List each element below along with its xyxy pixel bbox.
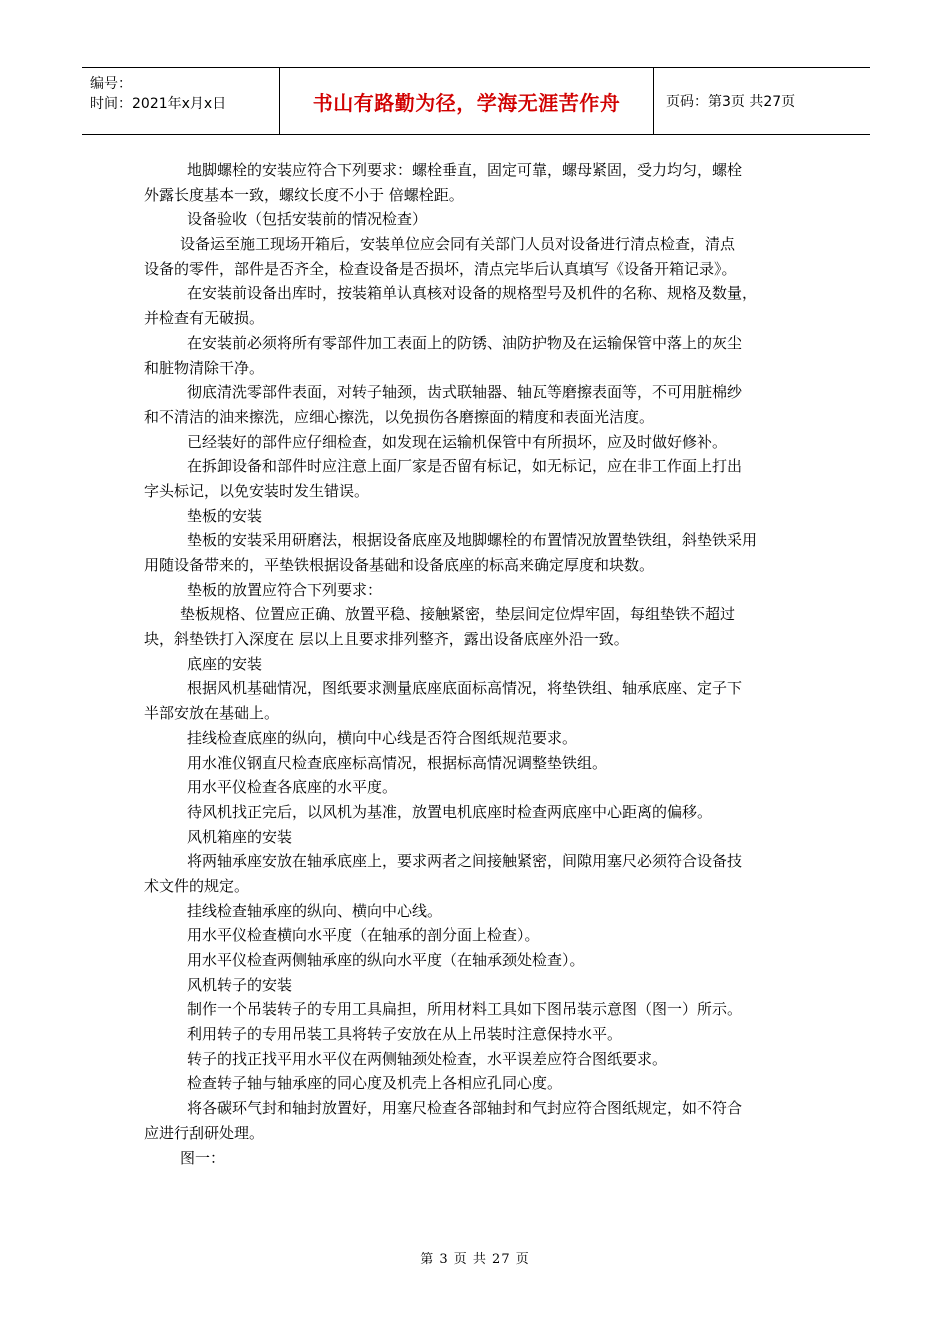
page-footer: 第 3 页 共 27 页 xyxy=(420,1252,530,1267)
text-line: 设备的零件，部件是否齐全，检查设备是否损坏，清点完毕后认真填写《设备开箱记录》。 xyxy=(144,259,737,278)
text-line: 并检查有无破损。 xyxy=(144,309,265,328)
header-motto: 书山有路勤为径，学海无涯苦作舟 xyxy=(312,90,621,115)
text-line: 垫板的安装 xyxy=(187,506,263,525)
text-line: 在拆卸设备和部件时应注意上面厂家是否留有标记，如无标记，应在非工作面上打出 xyxy=(187,457,743,476)
text-line: 底座的安装 xyxy=(187,654,263,673)
text-line: 将两轴承座安放在轴承底座上，要求两者之间接触紧密，间隙用塞尺必须符合设备技 xyxy=(187,852,743,871)
text-line: 转子的找正找平用水平仪在两侧轴颈处检查，水平误差应符合图纸要求。 xyxy=(187,1049,668,1068)
document-body xyxy=(144,158,814,1170)
text-line: 和不清洁的油来擦洗，应细心擦洗，以免损伤各磨擦面的精度和表面光洁度。 xyxy=(144,407,655,426)
text-line: 用水平仪检查横向水平度（在轴承的剖分面上检查）。 xyxy=(187,926,540,945)
text-line: 垫板的放置应符合下列要求： xyxy=(187,580,383,599)
text-line: 风机转子的安装 xyxy=(187,975,293,994)
text-line: 图一： xyxy=(180,1148,226,1167)
text-line: 风机箱座的安装 xyxy=(187,827,293,846)
text-line: 将各碳环气封和轴封放置好，用塞尺检查各部轴封和气封应符合图纸规定，如不符合 xyxy=(187,1099,743,1118)
text-line: 用水平仪检查两侧轴承座的纵向水平度（在轴承颈处检查）。 xyxy=(187,951,585,969)
text-line: 在安装前必须将所有零部件加工表面上的防锈、油防护物及在运输保管中落上的灰尘 xyxy=(187,333,743,352)
header-time-label: 时间：2021年x月x日 xyxy=(90,96,227,112)
text-line: 根据风机基础情况，图纸要求测量底座底面标高情况，将垫铁组、轴承底座、定子下 xyxy=(187,679,743,698)
text-line: 半部安放在基础上。 xyxy=(144,704,280,723)
text-line: 已经装好的部件应仔细检查，如发现在运输机保管中有所损坏，应及时做好修补。 xyxy=(187,432,728,451)
text-line: 和脏物清除干净。 xyxy=(144,358,265,377)
text-line: 外露长度基本一致，螺纹长度不小于 倍螺栓距。 xyxy=(144,185,464,204)
text-line: 制作一个吊装转子的专用工具扁担，所用材料工具如下图吊装示意图（图一）所示。 xyxy=(187,1000,743,1019)
text-line: 用水平仪检查各底座的水平度。 xyxy=(187,778,398,797)
text-line: 检查转子轴与轴承座的同心度及机壳上各相应孔同心度。 xyxy=(187,1074,563,1093)
header-meta xyxy=(82,68,280,134)
text-line: 设备验收（包括安装前的情况检查） xyxy=(187,210,428,229)
text-line: 应进行刮研处理。 xyxy=(144,1123,265,1142)
header-page-cell xyxy=(654,68,870,134)
text-line: 垫板的安装采用研磨法，根据设备底座及地脚螺栓的布置情况放置垫铁组，斜垫铁采用 xyxy=(187,531,758,550)
text-line: 挂线检查底座的纵向，横向中心线是否符合图纸规范要求。 xyxy=(187,728,578,747)
text-line: 字头标记，以免安装时发生错误。 xyxy=(144,481,370,500)
text-line: 术文件的规定。 xyxy=(144,876,250,895)
text-line: 待风机找正完后，以风机为基准，放置电机底座时检查两底座中心距离的偏移。 xyxy=(187,802,713,821)
text-line: 用随设备带来的，平垫铁根据设备基础和设备底座的标高来确定厚度和块数。 xyxy=(144,556,655,574)
text-line: 挂线检查轴承座的纵向、横向中心线。 xyxy=(187,901,443,920)
header-page-info: 页码：第3页 共27页 xyxy=(666,94,796,110)
header-motto-cell xyxy=(280,68,654,134)
text-line: 地脚螺栓的安装应符合下列要求：螺栓垂直，固定可靠，螺母紧固，受力均匀，螺栓 xyxy=(187,161,743,179)
text-line: 彻底清洗零部件表面，对转子轴颈，齿式联轴器、轴瓦等磨擦表面等，不可用脏棉纱 xyxy=(187,383,743,402)
text-line: 利用转子的专用吊装工具将转子安放在从上吊装时注意保持水平。 xyxy=(187,1025,623,1044)
header-number-label: 编号： xyxy=(90,76,132,92)
text-line: 用水准仪钢直尺检查底座标高情况，根据标高情况调整垫铁组。 xyxy=(187,753,608,772)
text-line: 设备运至施工现场开箱后，安装单位应会同有关部门人员对设备进行清点检查，清点 xyxy=(180,235,736,254)
text-line: 垫板规格、位置应正确、放置平稳、接触紧密，垫层间定位焊牢固，每组垫铁不超过 xyxy=(180,605,736,624)
text-line: 在安装前设备出库时，按装箱单认真核对设备的规格型号及机件的名称、规格及数量， xyxy=(187,284,758,303)
page-header xyxy=(82,67,870,135)
text-line: 块，斜垫铁打入深度在 层以上且要求排列整齐，露出设备底座外沿一致。 xyxy=(144,630,629,649)
